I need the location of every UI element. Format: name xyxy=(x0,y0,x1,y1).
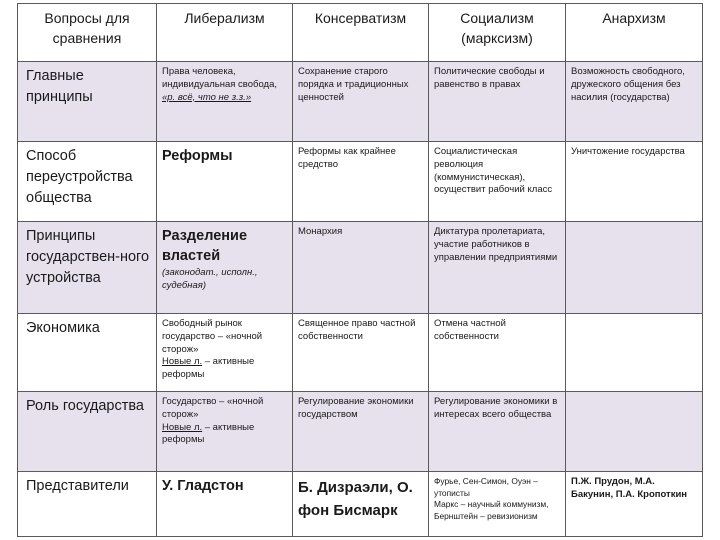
cell-reform-conservatism: Реформы как крайнее средство xyxy=(293,142,429,222)
cell-people-anarchism: П.Ж. Прудон, М.А. Бакунин, П.А. Кропоткин xyxy=(566,472,703,537)
header-conservatism xyxy=(293,4,429,62)
cell-principles-anarchism: Возможность свободного, дружеского общения без насилия (государства) xyxy=(566,62,703,142)
label-economy: Экономика xyxy=(18,314,157,392)
cell-people-socialism xyxy=(429,472,566,537)
header-anarchism xyxy=(566,4,703,62)
economy-liberalism-new-label: Новые л. xyxy=(162,356,203,368)
cell-state-socialism: Диктатура пролетариата, участие работников в управлении предприятиями xyxy=(429,222,566,314)
cell-principles-liberalism xyxy=(157,62,293,142)
cell-economy-liberalism xyxy=(157,314,293,392)
cell-role-liberalism xyxy=(157,392,293,472)
role-liberalism-new-label: Новые л. xyxy=(162,421,203,433)
header-socialism-text: Социализм (марксизм) xyxy=(460,10,534,46)
role-liberalism-state: Государство – «ночной сторож» xyxy=(162,396,264,420)
principles-liberalism-text: Права человека, индивидуальная свобода, xyxy=(162,66,277,90)
label-principles: Главные принципы xyxy=(18,62,157,142)
economy-liberalism-new-text: – активные реформы xyxy=(162,356,255,381)
cell-reform-socialism: Социалистическая революция (коммунистическая), осуществит рабочий класс xyxy=(429,142,566,222)
cell-state-conservatism: Монархия xyxy=(293,222,429,314)
cell-reform-liberalism: Реформы xyxy=(157,142,293,222)
label-people: Представители xyxy=(18,472,157,537)
header-questions xyxy=(18,4,157,62)
row-principles xyxy=(18,62,703,142)
cell-principles-conservatism: Сохранение старого порядка и традиционных ценностей xyxy=(293,62,429,142)
header-questions-text: Вопросы для сравнения xyxy=(44,10,130,46)
label-state: Принципы государствен-ного устройства xyxy=(18,222,157,314)
row-role xyxy=(18,392,703,472)
state-liberalism-text: Разделение властей xyxy=(162,228,248,264)
cell-role-anarchism xyxy=(566,392,703,472)
people-socialism-marxists: Маркс – научный коммунизм, Бернштейн – ревизионизм xyxy=(434,499,549,521)
cell-economy-conservatism: Священное право частной собственности xyxy=(293,314,429,392)
header-anarchism-text: Анархизм xyxy=(602,10,666,26)
cell-role-conservatism: Регулирование экономики государством xyxy=(293,392,429,472)
cell-role-socialism: Регулирование экономики в интересах всего общества xyxy=(429,392,566,472)
state-liberalism-note: (законодат., исполн., судебная) xyxy=(162,267,258,291)
row-people xyxy=(18,472,703,537)
row-economy xyxy=(18,314,703,392)
label-role: Роль государства xyxy=(18,392,157,472)
cell-principles-socialism: Политические свободы и равенство в правах xyxy=(429,62,566,142)
role-liberalism-new xyxy=(162,422,287,448)
cell-state-liberalism xyxy=(157,222,293,314)
header-liberalism-text: Либерализм xyxy=(184,10,265,26)
economy-liberalism-new xyxy=(162,356,287,382)
cell-economy-socialism: Отмена частной собственности xyxy=(429,314,566,392)
economy-liberalism-market: Свободный рынок государство – «ночной сторож» xyxy=(162,318,263,355)
people-socialism-utopians: Фурье, Сен-Симон, Оуэн – утописты xyxy=(434,476,538,498)
cell-state-anarchism xyxy=(566,222,703,314)
label-reform: Способ переустройства общества xyxy=(18,142,157,222)
row-state xyxy=(18,222,703,314)
cell-economy-anarchism xyxy=(566,314,703,392)
principles-liberalism-quote: «р. всё, что не з.з.» xyxy=(162,91,252,103)
cell-reform-anarchism: Уничтожение государства xyxy=(566,142,703,222)
header-socialism xyxy=(429,4,566,62)
header-conservatism-text: Консерватизм xyxy=(314,10,407,26)
header-row xyxy=(18,4,703,62)
ideologies-comparison-table xyxy=(17,3,703,537)
role-liberalism-new-text: – активные реформы xyxy=(162,421,255,446)
row-reform xyxy=(18,142,703,222)
header-liberalism xyxy=(157,4,293,62)
cell-people-conservatism: Б. Дизраэли, О. фон Бисмарк xyxy=(293,472,429,537)
cell-people-liberalism: У. Гладстон xyxy=(157,472,293,537)
